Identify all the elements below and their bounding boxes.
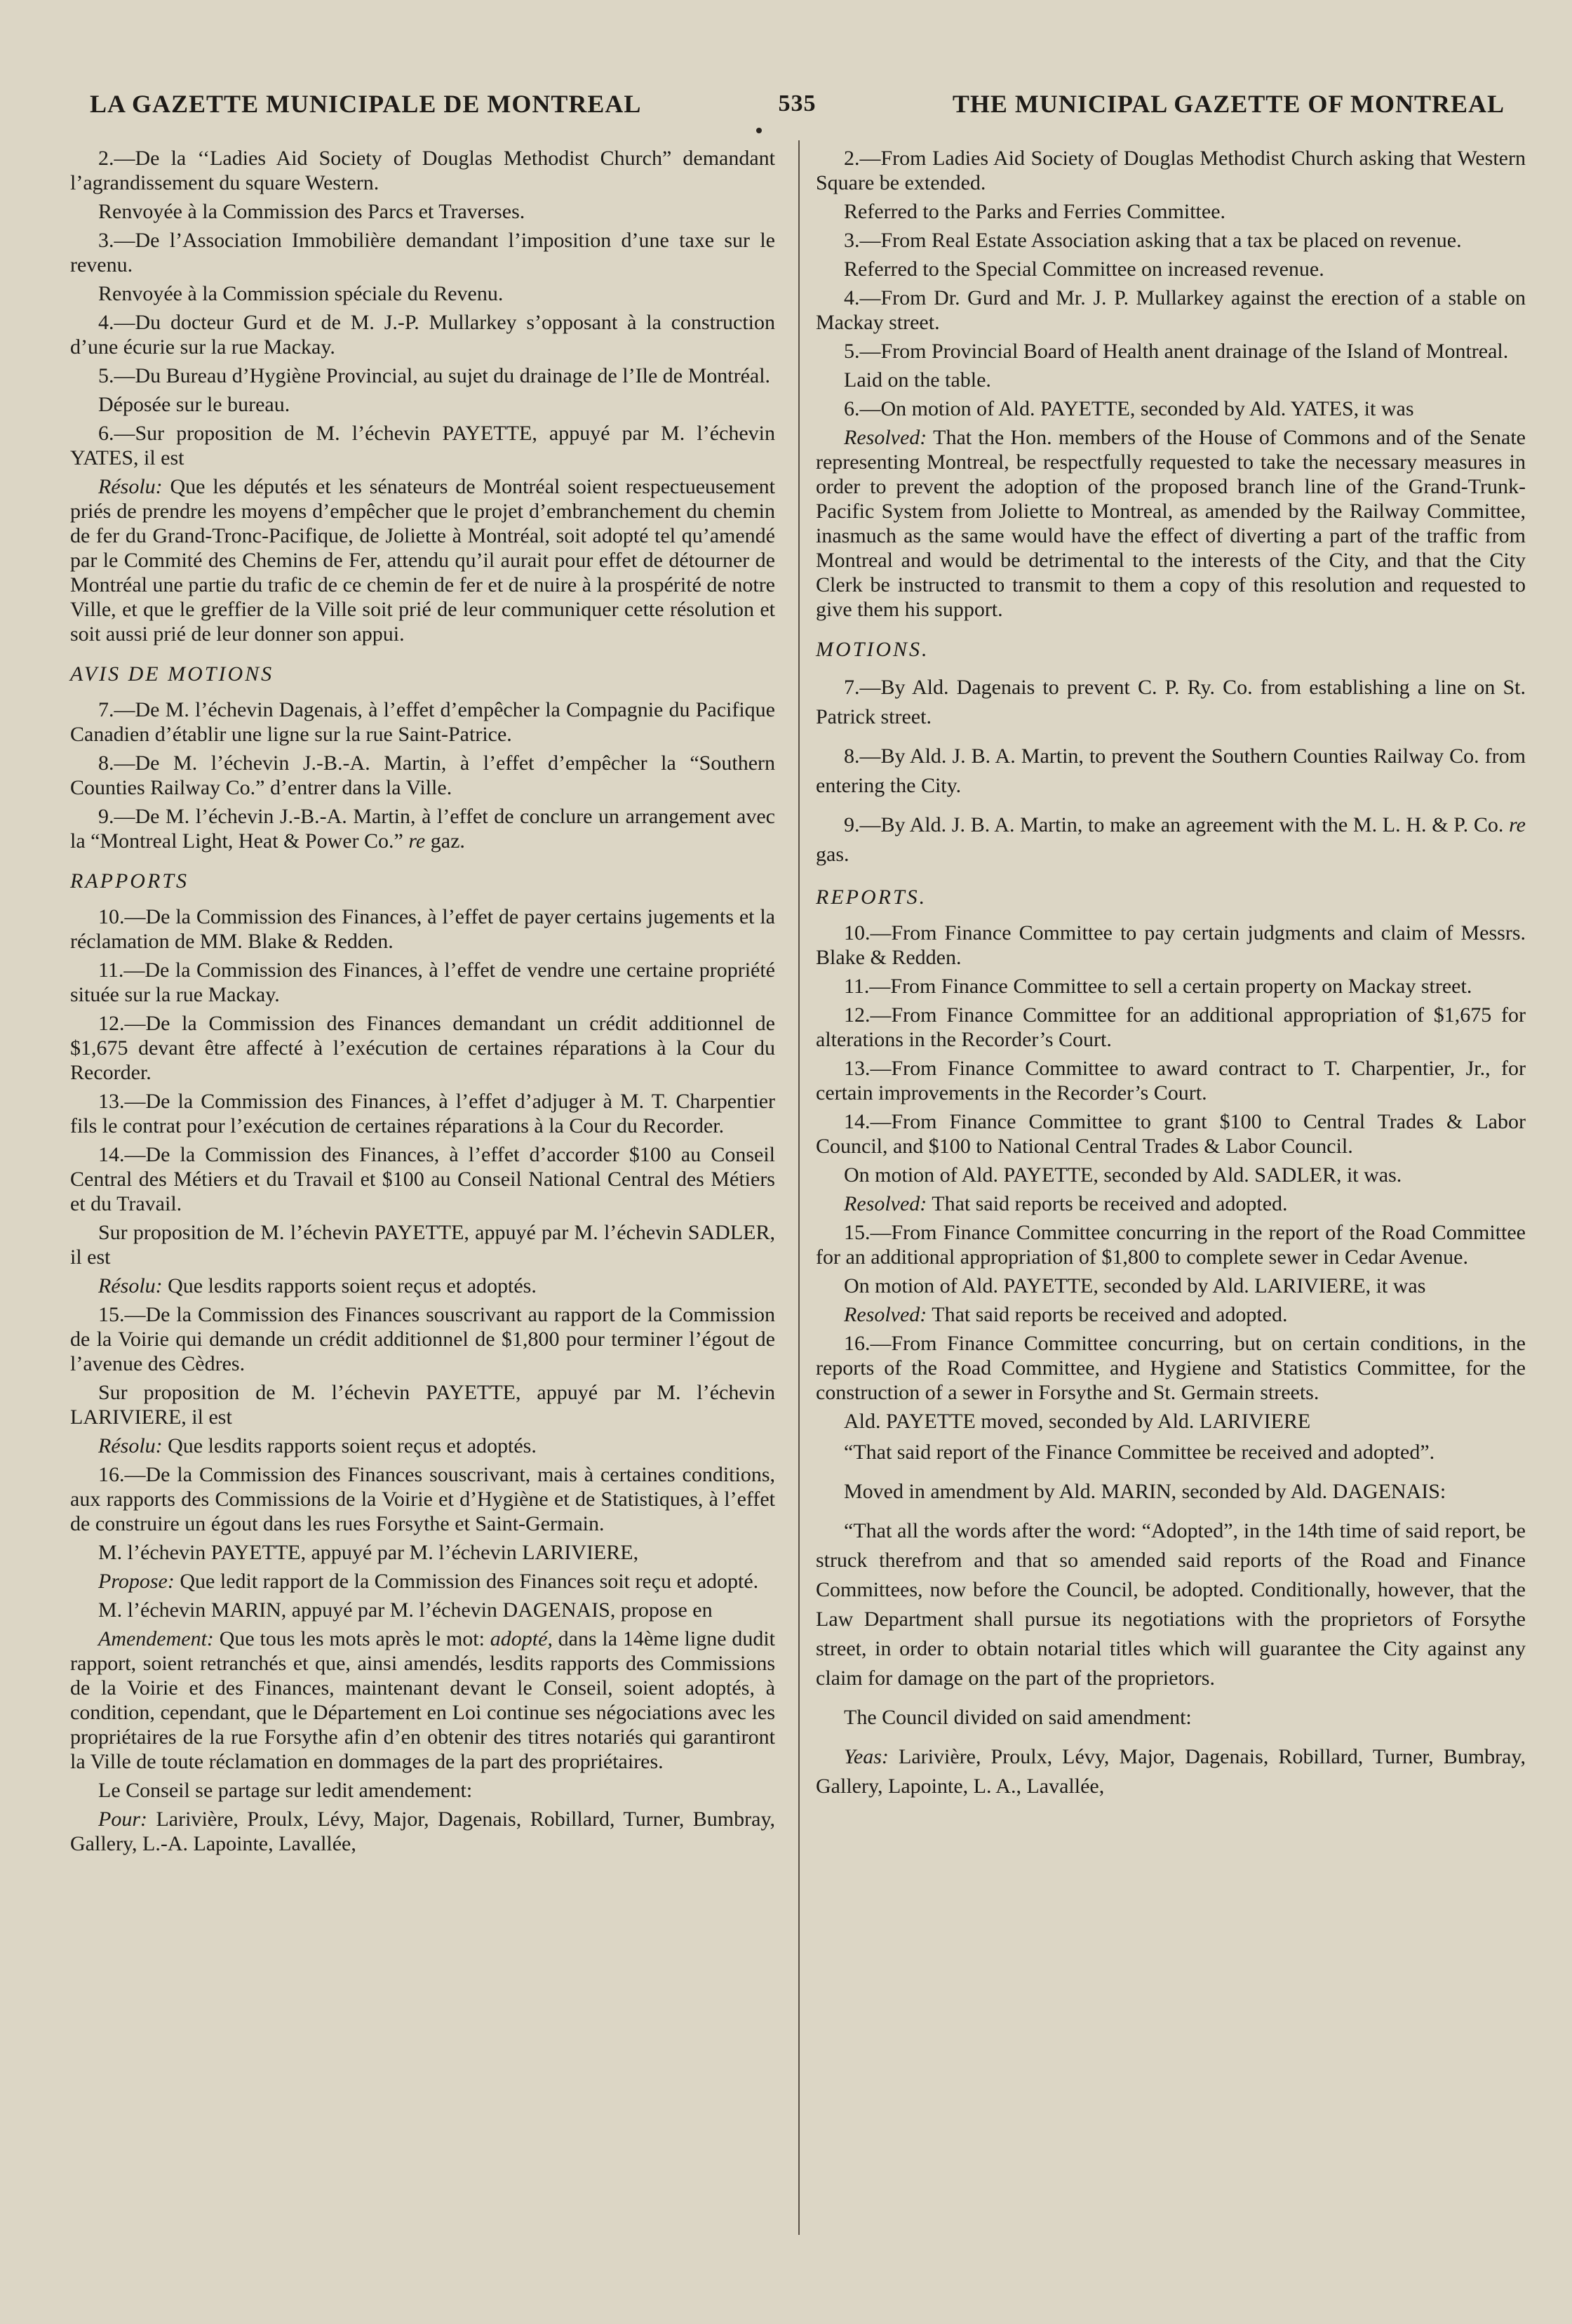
en-heading-reports: REPORTS.: [816, 886, 927, 909]
fr-item-9-text: 9.—De M. l’échevin J.-B.-A. Martin, à l’effet de conclure un arrangement avec la “Montreal Light, Heat & Power Co.”: [70, 805, 775, 853]
english-column: [816, 146, 1526, 1811]
fr-item-16-amendment-mover: M. l’échevin MARIN, appuyé par M. l’échevin DAGENAIS, propose en: [98, 1598, 713, 1622]
fr-item-14-motion: Sur proposition de M. l’échevin PAYETTE, appuyé par M. l’échevin SADLER, il est: [70, 1221, 775, 1269]
fr-item-12: 12.—De la Commission des Finances demandant un crédit additionnel de $1,675 devant être affecté à l’exécution de certaines réparations à la Cour du Recorder.: [70, 1012, 775, 1084]
en-division: The Council divided on said amendment:: [844, 1706, 1192, 1729]
fr-resolution-text: Que les députés et les sénateurs de Montréal soient respectueusement priés de prendre les moyens d’empêcher que le projet d’embranchement du chemin de fer du Grand-Tronc-Pacifique, de Joliette à Montréal, soit adopté tel qu’amendé par le Commité des Chemins de Fer, attendu qu’il aurait pour effet de détourner de Montréal une partie du trafic de ce chemin de fer et de nuire à la prospérité de notre Ville, et que le greffier de la Ville soit prié de leur communiquer cette résolution et soit aussi prié de leur donner son appui.: [70, 475, 775, 646]
en-item-9-end: gas.: [816, 843, 849, 866]
en-resolution-lead: Resolved:: [844, 426, 927, 449]
fr-item-15-lead: Résolu:: [98, 1434, 163, 1457]
fr-amendment-word: adopté,: [490, 1627, 553, 1650]
en-item-12: 12.—From Finance Committee for an additional appropriation of $1,675 for alterations in the Recorder’s Court.: [816, 1003, 1526, 1051]
printer-dot: [756, 128, 762, 133]
fr-item-16-amendment: [70, 1627, 775, 1774]
fr-item-11: 11.—De la Commission des Finances, à l’effet de vendre une certaine propriété située sur la rue Mackay.: [70, 959, 775, 1006]
header-english-title: THE MUNICIPAL GAZETTE OF MONTREAL: [952, 90, 1505, 118]
en-item-11: 11.—From Finance Committee to sell a certain property on Mackay street.: [844, 975, 1472, 998]
fr-vote-for: [70, 1807, 775, 1856]
fr-item-15-motion: Sur proposition de M. l’échevin PAYETTE, appuyé par M. l’échevin LARIVIERE, il est: [70, 1381, 775, 1429]
fr-item-8: 8.—De M. l’échevin J.-B.-A. Martin, à l’effet d’empêcher la “Southern Counties Railway Co.” d’entrer dans la Ville.: [70, 752, 775, 799]
en-item-15-resolution: [816, 1302, 1526, 1327]
fr-amendment-text-a: Que tous les mots après le mot:: [219, 1627, 485, 1650]
fr-resolution: [70, 474, 775, 646]
fr-item-6: 6.—Sur proposition de M. l’échevin PAYETTE, appuyé par M. l’échevin YATES, il est: [70, 422, 775, 469]
en-item-14: 14.—From Finance Committee to grant $100 to Central Trades & Labor Council, and $100 to National Central Trades & Labor Council.: [816, 1110, 1526, 1158]
en-item-14-motion: On motion of Ald. PAYETTE, seconded by Ald. SADLER, it was.: [844, 1163, 1402, 1187]
fr-item-16-proposal: [70, 1569, 775, 1594]
fr-item-13: 13.—De la Commission des Finances, à l’effet d’adjuger à M. T. Charpentier fils le contrat pour l’exécution de certaines réparations à la Cour du Recorder.: [70, 1090, 775, 1137]
fr-item-9: [70, 804, 775, 853]
fr-resolution-lead: Résolu:: [98, 475, 163, 498]
en-item-16-amendment-mover: Moved in amendment by Ald. MARIN, seconded by Ald. DAGENAIS:: [844, 1480, 1446, 1503]
en-item-16: 16.—From Finance Committee concurring, but on certain conditions, in the reports of the Road Committee, and Hygiene and Statistics Committee, for the construction of a sewer in Forsythe and St. Germain streets.: [816, 1332, 1526, 1404]
fr-item-15: 15.—De la Commission des Finances souscrivant au rapport de la Commission de la Voirie qui demande un crédit additionnel de $1,800 pour terminer l’égout de l’avenue des Cèdres.: [70, 1303, 775, 1375]
en-item-15-motion: On motion of Ald. PAYETTE, seconded by Ald. LARIVIERE, it was: [844, 1274, 1426, 1297]
en-item-9-re: re: [1509, 813, 1526, 836]
fr-amendment-text-b: dans la 14ème ligne dudit rapport, soient retranchés et que, ainsi amendés, lesdits rapports des Commissions de la Voirie et des Finances, maintenant devant le Conseil, soient adoptés, à condition, cependant, que le Département en Loi continue ses négociations avec les propriétaires de la rue Forsythe afin d’en obtenir des titres notariés qui garantiront la Ville de toute réclamation en dommages de la part des propriétaires.: [70, 1627, 776, 1773]
en-item-9-text: 9.—By Ald. J. B. A. Martin, to make an agreement with the M. L. H. & P. Co.: [844, 813, 1504, 836]
fr-item-14-resolution: [70, 1274, 775, 1298]
en-vote-yeas: [816, 1742, 1526, 1801]
fr-item-14-lead: Résolu:: [98, 1274, 163, 1297]
fr-item-9-re: re: [408, 829, 426, 853]
en-item-16-amendment: “That all the words after the word: “Adopted”, in the 14th time of said report, be struck therefrom and that so amended said reports of the Road and Finance Committees, now before the Council, be adopted. Conditionally, however, that the Law Department shall pursue its negotiations with the proprietors of Forsythe street, in order to obtain notarial titles which will guarantee the City against any claim for damage on the part of the proprietors.: [816, 1519, 1526, 1690]
en-motions-block: [816, 637, 1526, 869]
fr-item-10: 10.—De la Commission des Finances, à l’effet de payer certains jugements et la réclamation de MM. Blake & Redden.: [70, 905, 775, 953]
en-item-10: 10.—From Finance Committee to pay certain judgments and claim of Messrs. Blake & Redden.: [816, 921, 1526, 969]
en-item-14-lead: Resolved:: [844, 1192, 927, 1215]
fr-heading-rapports: RAPPORTS: [70, 869, 189, 893]
fr-division: Le Conseil se partage sur ledit amendement:: [98, 1779, 473, 1802]
en-vote-yeas-names: Larivière, Proulx, Lévy, Major, Dagenais, Robillard, Turner, Bumbray, Gallery, Lapointe, L. A., Lavallée,: [816, 1745, 1526, 1798]
page-header: [90, 83, 1505, 125]
en-item-13: 13.—From Finance Committee to award contract to T. Charpentier, Jr., for certain improvements in the Recorder’s Court.: [816, 1057, 1526, 1104]
en-vote-yeas-lead: Yeas:: [844, 1745, 889, 1768]
en-item-9: [816, 810, 1526, 869]
fr-item-4: 4.—Du docteur Gurd et de M. J.-P. Mullarkey s’opposant à la construction d’une écurie sur la rue Mackay.: [70, 311, 775, 359]
fr-item-2: 2.—De la ‘‘Ladies Aid Society of Douglas Methodist Church” demandant l’agrandissement du square Western.: [70, 147, 775, 194]
fr-vote-for-lead: Pour:: [98, 1808, 147, 1831]
fr-item-5: 5.—Du Bureau d’Hygiène Provincial, au sujet du drainage de l’Ile de Montréal.: [98, 364, 771, 387]
fr-item-16-motion: M. l’échevin PAYETTE, appuyé par M. l’échevin LARIVIERE,: [98, 1541, 639, 1564]
fr-item-15-resolution: [70, 1434, 775, 1458]
en-item-8: 8.—By Ald. J. B. A. Martin, to prevent the Southern Counties Railway Co. from entering the City.: [816, 744, 1526, 797]
fr-item-15-resolution-text: Que lesdits rapports soient reçus et adoptés.: [168, 1434, 537, 1457]
en-item-16-motion: Ald. PAYETTE moved, seconded by Ald. LARIVIERE: [844, 1410, 1311, 1433]
en-resolution: [816, 425, 1526, 622]
en-item-3-referral: Referred to the Special Committee on increased revenue.: [844, 258, 1324, 281]
column-divider: [798, 140, 800, 2235]
fr-item-3-referral: Renvoyée à la Commission spéciale du Revenu.: [98, 282, 504, 305]
fr-item-16-lead: Propose:: [98, 1570, 175, 1593]
en-item-15: 15.—From Finance Committee concurring in the report of the Road Committee for an additional appropriation of $1,800 to complete sewer in Cedar Avenue.: [816, 1221, 1526, 1269]
en-item-5-note: Laid on the table.: [844, 368, 991, 392]
fr-item-7: 7.—De M. l’échevin Dagenais, à l’effet d’empêcher la Compagnie du Pacifique Canadien d’établir une ligne sur la rue Saint-Patrice.: [70, 698, 775, 746]
en-item-15-resolution-text: That said reports be received and adopted.: [932, 1303, 1288, 1326]
fr-item-9-end: gaz.: [430, 829, 465, 853]
en-item-14-resolution: [816, 1191, 1526, 1216]
en-item-6: 6.—On motion of Ald. PAYETTE, seconded by Ald. YATES, it was: [844, 397, 1414, 420]
en-item-16-proposal: “That said report of the Finance Committee be received and adopted”.: [844, 1441, 1435, 1464]
en-heading-motions: MOTIONS.: [816, 638, 929, 661]
en-item-14-resolution-text: That said reports be received and adopted.: [932, 1192, 1288, 1215]
fr-amendment-lead: Amendement:: [98, 1627, 214, 1650]
page-number: 535: [778, 91, 817, 116]
en-item-2: 2.—From Ladies Aid Society of Douglas Methodist Church asking that Western Square be extended.: [816, 147, 1526, 194]
en-item-15-lead: Resolved:: [844, 1303, 927, 1326]
en-item-3: 3.—From Real Estate Association asking that a tax be placed on revenue.: [844, 229, 1462, 252]
header-french-title: LA GAZETTE MUNICIPALE DE MONTREAL: [90, 90, 642, 118]
en-amendment-block: [816, 1438, 1526, 1801]
french-column: [70, 146, 775, 1860]
fr-item-16-proposal-text: Que ledit rapport de la Commission des Finances soit reçu et adopté.: [180, 1570, 759, 1593]
en-item-4: 4.—From Dr. Gurd and Mr. J. P. Mullarkey against the erection of a stable on Mackay street.: [816, 286, 1526, 334]
en-item-2-referral: Referred to the Parks and Ferries Committee.: [844, 200, 1226, 223]
fr-vote-for-names: Larivière, Proulx, Lévy, Major, Dagenais, Robillard, Turner, Bumbray, Gallery, L.-A. Lapointe, Lavallée,: [70, 1808, 775, 1855]
fr-item-14: 14.—De la Commission des Finances, à l’effet d’accorder $100 au Conseil Central des Métiers et du Travail et $100 au Conseil National Central des Métiers et du Travail.: [70, 1143, 775, 1215]
fr-item-2-referral: Renvoyée à la Commission des Parcs et Traverses.: [98, 200, 525, 223]
fr-item-5-note: Déposée sur le bureau.: [98, 393, 290, 416]
fr-heading-avis: AVIS DE MOTIONS: [70, 662, 274, 686]
fr-item-3: 3.—De l’Association Immobilière demandant l’imposition d’une taxe sur le revenu.: [70, 229, 775, 276]
fr-item-14-resolution-text: Que lesdits rapports soient reçus et adoptés.: [168, 1274, 537, 1297]
en-item-5: 5.—From Provincial Board of Health anent drainage of the Island of Montreal.: [844, 340, 1509, 363]
fr-item-16: 16.—De la Commission des Finances souscrivant, mais à certaines conditions, aux rapports des Commissions de la Voirie et d’Hygiène et de Statistiques, à l’effet de construire un égout dans les rues Forsythe et Saint-Germain.: [70, 1463, 775, 1535]
en-item-7: 7.—By Ald. Dagenais to prevent C. P. Ry. Co. from establishing a line on St. Patrick street.: [816, 676, 1526, 728]
en-resolution-text: That the Hon. members of the House of Commons and of the Senate representing Montreal, be respectfully requested to take the necessary measures in order to prevent the adoption of the proposed branch line of the Grand-Trunk-Pacific System from Joliette to Montreal, as amended by the Railway Committee, inasmuch as the same would have the effect of diverting a part of the traffic from Montreal and would be detrimental to the interests of the City, and that the City Clerk be instructed to transmit to them a copy of this resolution and requested to give them his support.: [816, 426, 1526, 621]
